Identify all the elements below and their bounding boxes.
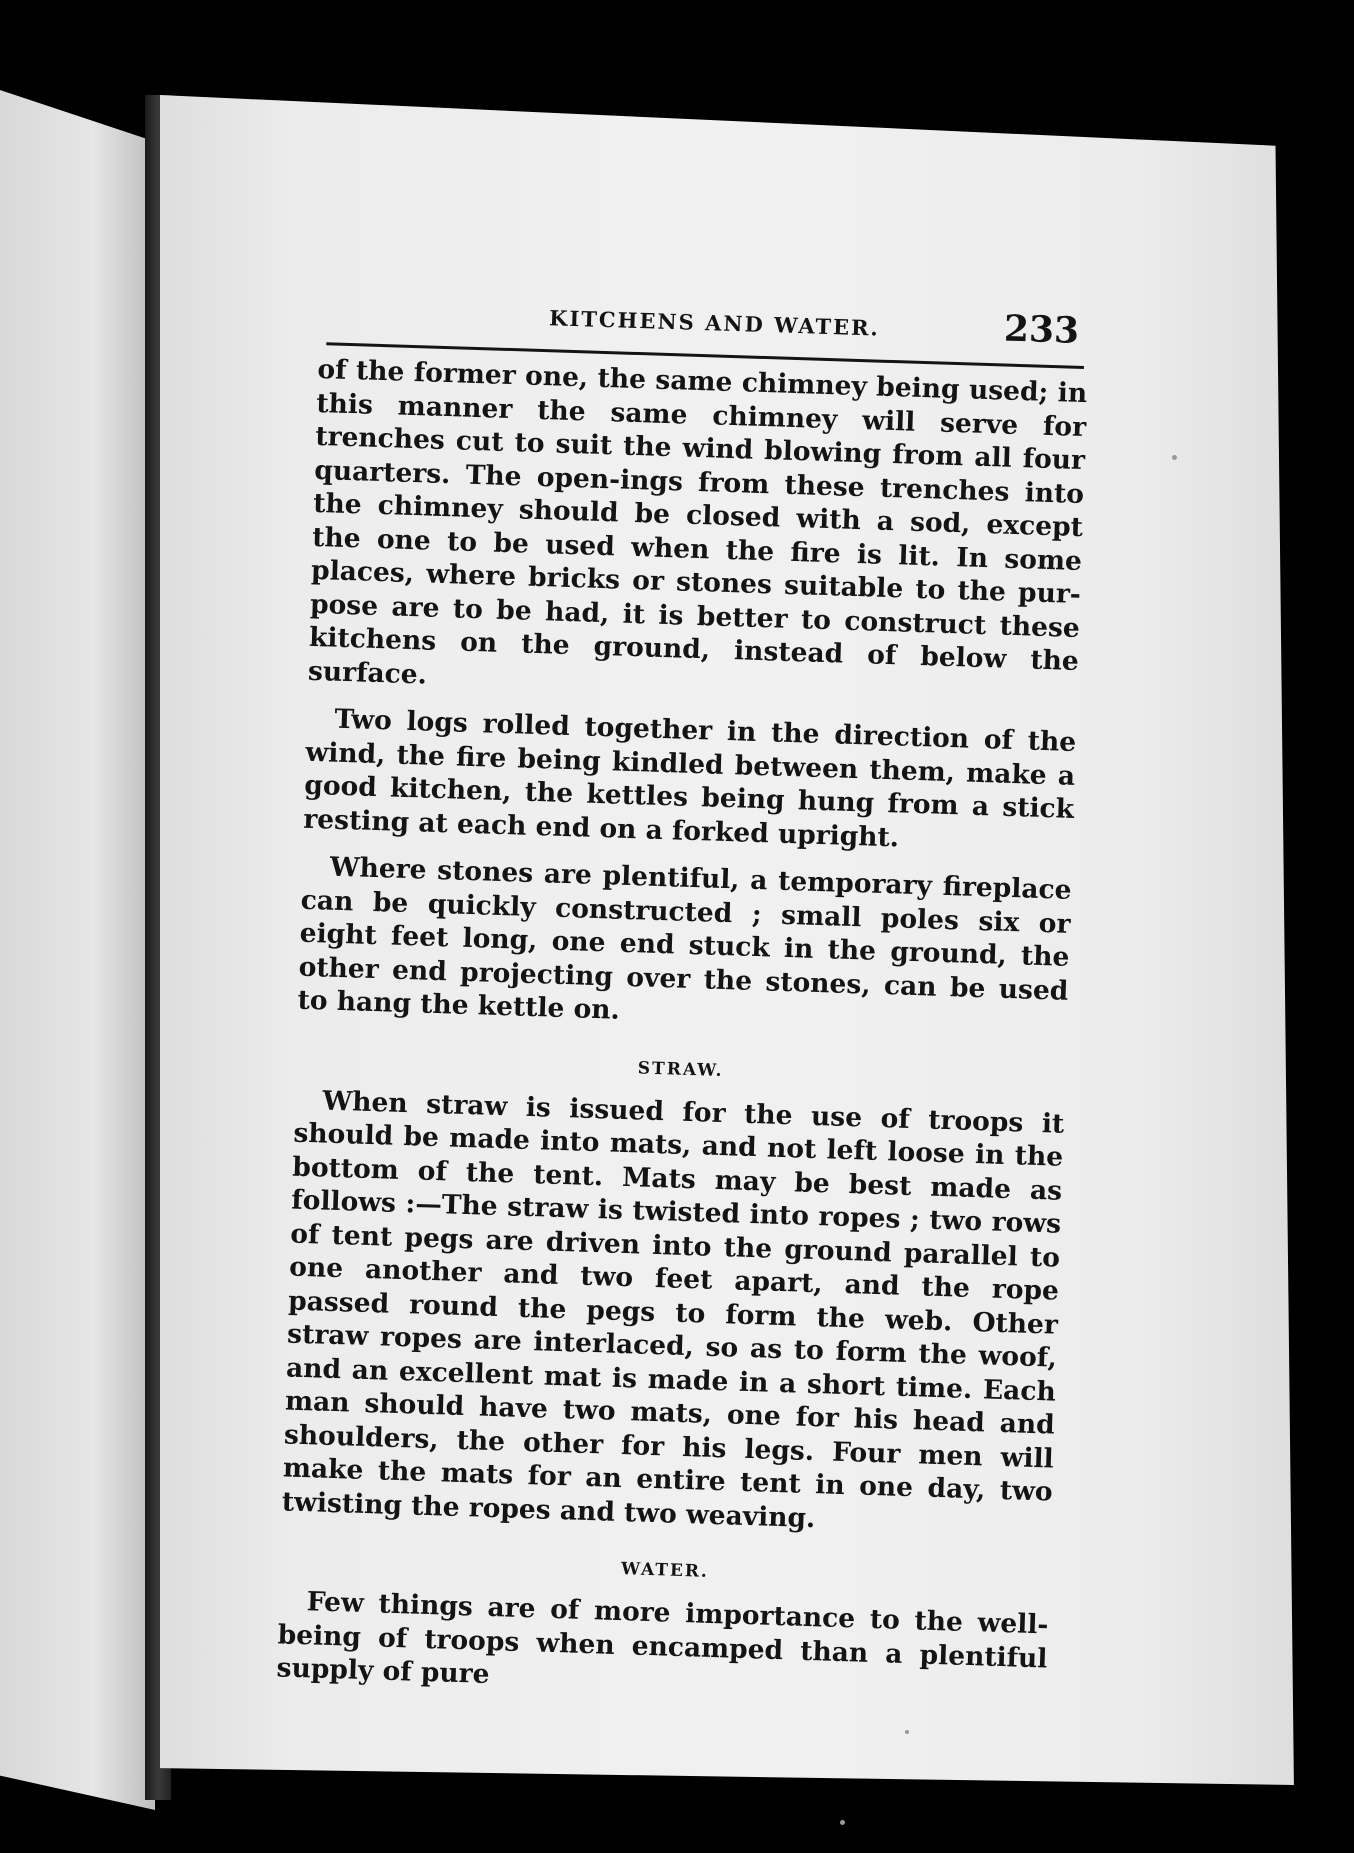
heading-water: WATER.: [620, 1559, 710, 1582]
page-content: [276, 290, 1089, 1709]
paragraph-chimney: of the former one, the same chimney being used; in this manner the same chimney will serve for trenches cut to suit the wind blowing from all four quarters. The open-ings from these trenches into the chimney should be closed with a sod, except the one to be used when the fire is lit. In some places, where bricks or stones suitable to the pur-pose are to be had, it is better to construct these kitchens on the ground, instead of below the surface.: [307, 353, 1088, 691]
page-number: 233: [1003, 307, 1080, 352]
paragraph-stones: Where stones are plentiful, a temporary fireplace can be quickly constructed ; small poles six or eight feet long, one end stuck in the ground, the other end projecting over the stones, can be used to hang the kettle on.: [297, 851, 1072, 1026]
scan-speck: [840, 1820, 845, 1825]
paragraph-water: Few things are of more importance to the well-being of troops when encamped than a plentiful supply of pure: [276, 1586, 1049, 1690]
facing-page: [0, 90, 155, 1810]
paragraph-logs: Two logs rolled together in the direction of the wind, the fire being kindled between them, make a good kitchen, the kettles being hung from a stick resting at each end on a forked upright.: [302, 703, 1077, 853]
scan-speck: [1172, 455, 1177, 460]
running-head: KITCHENS AND WATER.: [548, 305, 881, 341]
paragraph-straw: When straw is issued for the use of troops it should be made into mats, and not left loose in the bottom of the tent. Mats may be best made as follows :—The straw is twisted into ropes ; two rows of tent pegs are driven into the ground parallel to one another and two feet apart, and the rope passed round the pegs to form the web. Other straw ropes are interlaced, so as to form the woof, and an excellent mat is made in a short time. Each man should have two mats, one for his head and shoulders, the other for his legs. Four men will make the mats for an entire tent in one day, two twisting the ropes and two weaving.: [281, 1084, 1065, 1534]
heading-straw: STRAW.: [637, 1057, 724, 1081]
scan-speck: [905, 1730, 909, 1734]
